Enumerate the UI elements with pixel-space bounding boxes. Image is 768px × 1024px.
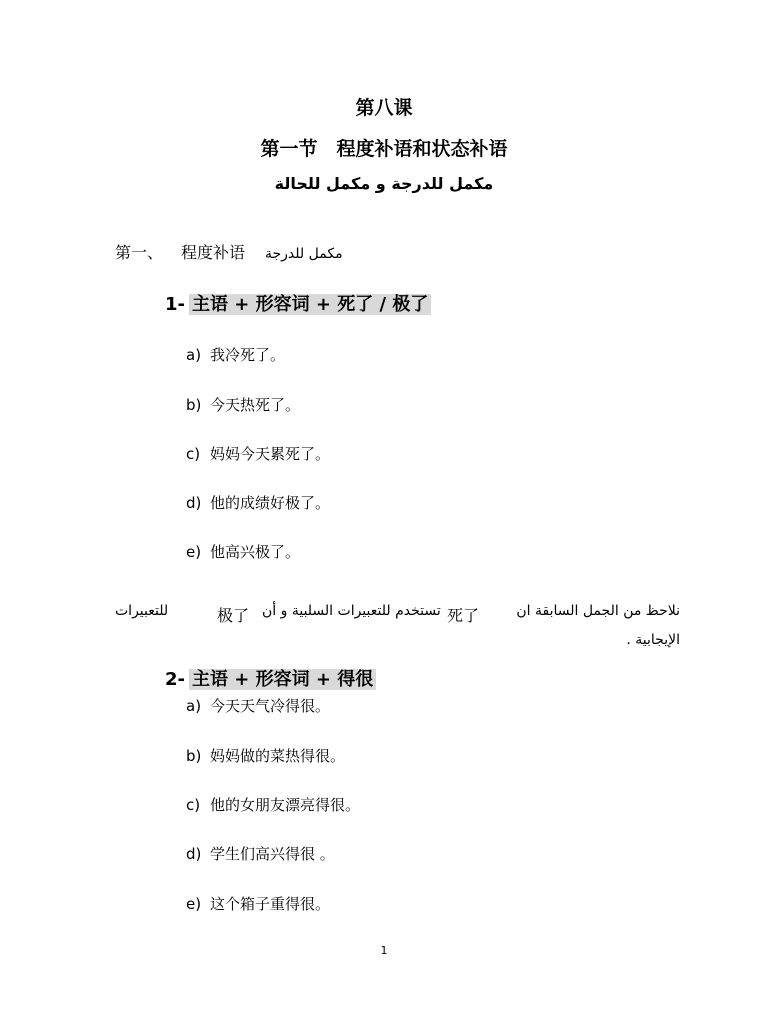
example-text: 学生们高兴得很 。 <box>210 845 335 863</box>
page-number: 1 <box>380 944 388 957</box>
pattern-1 <box>165 290 431 316</box>
example-item <box>186 745 345 766</box>
example-label: b) <box>186 747 202 765</box>
pattern-formula: 主语 + 形容词 + 得很 <box>189 669 376 690</box>
example-text: 妈妈做的菜热得很。 <box>210 747 346 765</box>
example-label: a) <box>186 697 202 715</box>
section-title: 第一节 程度补语和状态补语 <box>260 138 508 160</box>
example-item <box>186 843 335 864</box>
example-label: d) <box>186 845 202 863</box>
example-text: 他的女朋友漂亮得很。 <box>210 796 361 814</box>
lesson-title: 第八课 <box>355 97 413 119</box>
example-item <box>186 394 300 415</box>
heading-chinese: 程度补语 <box>181 243 246 262</box>
example-label: a) <box>186 346 202 364</box>
example-item <box>186 344 285 365</box>
note-term-simle: 死了 <box>447 606 480 625</box>
example-label: d) <box>186 494 202 512</box>
example-text: 妈妈今天累死了。 <box>210 445 331 463</box>
example-text: 今天热死了。 <box>210 396 301 414</box>
pattern-number: 1- <box>165 294 185 315</box>
example-item <box>186 443 330 464</box>
example-item <box>186 893 330 914</box>
arabic-subtitle: مكمل للدرجة و مكمل للحالة <box>274 174 494 193</box>
heading-arabic: مكمل للدرجة <box>265 246 343 262</box>
heading-degree-complement <box>115 240 343 263</box>
example-label: c) <box>186 796 201 814</box>
arabic-note <box>115 603 680 627</box>
note-part2: تستخدم للتعبيرات السلبية و أن <box>262 603 441 619</box>
example-text: 这个箱子重得很。 <box>210 895 331 913</box>
example-item <box>186 492 330 513</box>
example-item <box>186 541 300 562</box>
example-text: 他的成绩好极了。 <box>210 494 331 512</box>
note-part3: للتعبيرات <box>115 603 169 619</box>
example-text: 他高兴极了。 <box>210 543 301 561</box>
pattern-2 <box>165 665 376 691</box>
arabic-note-line2: الإيجابية . <box>626 632 680 648</box>
example-label: c) <box>186 445 201 463</box>
pattern-number: 2- <box>165 669 185 690</box>
example-label: e) <box>186 895 202 913</box>
example-item <box>186 695 330 716</box>
example-item <box>186 794 360 815</box>
example-label: b) <box>186 396 202 414</box>
example-text: 我冷死了。 <box>210 346 286 364</box>
note-part1: نلاحظ من الجمل السابقة ان <box>516 603 680 619</box>
example-label: e) <box>186 543 202 561</box>
note-term-jile: 极了 <box>217 606 250 625</box>
heading-number: 第一、 <box>115 243 164 262</box>
pattern-formula: 主语 + 形容词 + 死了 / 极了 <box>189 294 431 315</box>
example-text: 今天天气冷得很。 <box>210 697 331 715</box>
